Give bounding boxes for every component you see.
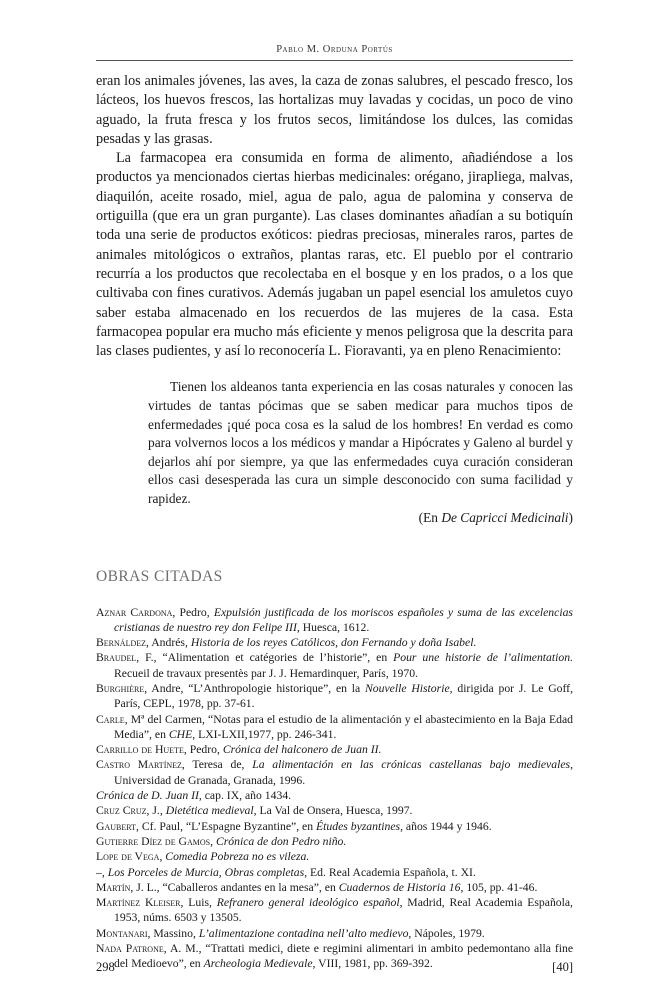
reference-author: Gaubert xyxy=(96,819,136,833)
reference-title: La alimentación en las crónicas castellanas bajo medievales xyxy=(252,758,571,772)
reference-author: Aznar Cardona xyxy=(96,605,173,619)
reference-details: , 105, pp. 41-46. xyxy=(460,880,538,894)
reference-title: Crónica de don Pedro niño. xyxy=(215,834,347,848)
reference-author: Martínez Kleiser xyxy=(96,896,181,910)
reference-entry xyxy=(96,849,573,864)
reference-author: Castro Martínez xyxy=(96,758,182,772)
reference-text: , Teresa de, xyxy=(181,758,253,772)
reference-entry xyxy=(96,834,573,849)
reference-text: , J., xyxy=(146,804,166,818)
reference-text: , Andre, “L’Anthropologie historique”, en la xyxy=(144,681,365,695)
references-list xyxy=(96,605,573,972)
reference-author: Martín xyxy=(96,880,131,894)
reference-author: Nada Patrone xyxy=(96,942,164,956)
quote-source-suffix: ) xyxy=(568,509,573,525)
reference-title: L’alimentazione contadina nell’alto medievo xyxy=(198,926,409,940)
reference-author: Bernáldez xyxy=(96,636,147,650)
paragraph-1: eran los animales jóvenes, las aves, la caza de zonas salubres, el pescado fresco, los lácteos, los huevos frescos, las hortalizas muy lavadas y cocidas, un poco de vino aguado, la fruta fresca y los frutos secos, limitándose los dulces, las comidas pesadas y las grasas. xyxy=(96,73,573,147)
running-head: Pablo M. Orduna Portús xyxy=(276,44,393,55)
reference-text: , J. L., “Caballeros andantes en la mesa”, en xyxy=(130,880,339,894)
quote-source xyxy=(148,509,573,528)
reference-text: , Luis, xyxy=(180,896,217,910)
reference-entry xyxy=(96,712,573,743)
block-quote xyxy=(148,378,573,527)
reference-title: Dietética medieval xyxy=(165,804,254,818)
references-title: OBRAS CITADAS xyxy=(96,568,223,586)
reference-text: , xyxy=(159,850,166,864)
reference-details: , Ed. Real Academia Española, t. XI. xyxy=(304,865,476,879)
reference-title: Études byzantines xyxy=(316,819,401,833)
reference-entry xyxy=(96,819,573,834)
header-rule xyxy=(96,60,573,61)
reference-entry xyxy=(96,681,573,712)
reference-details: , Universidad de Granada, Granada, 1996. xyxy=(114,758,573,787)
reference-entry xyxy=(96,605,573,636)
reference-entry xyxy=(96,865,573,880)
reference-author: Montanari xyxy=(96,926,148,940)
reference-entry xyxy=(96,926,573,941)
reference-text: –, xyxy=(96,865,108,879)
reference-author: Cruz Cruz xyxy=(96,804,147,818)
main-text xyxy=(96,72,573,972)
reference-text: , A. M., “Trattati medici, diete e regimini alimentari in ambito pedemontano alla fine del Medioevo”, en xyxy=(114,942,574,971)
reference-details: , La Val de Onsera, Huesca, 1997. xyxy=(253,804,413,818)
reference-text: , Massino, xyxy=(147,926,199,940)
reference-title: Los Porceles de Murcia, Obras completas xyxy=(107,865,305,879)
reference-entry xyxy=(96,788,573,803)
reference-title: Refranero general ideológico español xyxy=(216,896,400,910)
reference-entry xyxy=(96,635,573,650)
reference-title: CHE xyxy=(168,727,193,741)
reference-title: Crónica del halconero de Juan II. xyxy=(222,743,382,757)
reference-entry xyxy=(96,742,573,757)
reference-details: , VIII, 1981, pp. 369-392. xyxy=(312,957,433,971)
reference-text: , F., “Alimentation et catégories de l’historie”, en xyxy=(136,651,394,665)
reference-details: , cap. IX, año 1434. xyxy=(198,789,292,803)
page-sequence: [40] xyxy=(552,960,573,974)
reference-entry xyxy=(96,941,573,972)
reference-text: , Cf. Paul, “L’Espagne Byzantine”, en xyxy=(135,819,316,833)
reference-title: Archeologia Medievale xyxy=(203,957,313,971)
reference-details: , dirigida por J. Le Goff, París, CEPL, 1978, pp. 37-61. xyxy=(114,681,573,711)
quote-source-prefix: (En xyxy=(418,509,442,525)
reference-entry xyxy=(96,895,573,926)
reference-title: Expulsión justificada de los moriscos españoles y suma de las excelencias cristianas de nuestro rey don Felipe III xyxy=(114,605,573,634)
reference-entry xyxy=(96,880,573,895)
reference-author: Lope de Vega xyxy=(96,850,160,864)
reference-details: , Madrid, Real Academia Española, 1953, núms. 6503 y 13505. xyxy=(114,896,573,925)
reference-title: Historia de los reyes Católicos, don Fernando y doña Isabel. xyxy=(190,636,477,650)
reference-details: , Huesca, 1612. xyxy=(296,620,370,634)
reference-author: Carle xyxy=(96,712,125,726)
reference-author: Burghière xyxy=(96,681,145,695)
reference-author: Braudel xyxy=(96,651,137,665)
reference-details: , LXI-LXII,1977, pp. 246-341. xyxy=(192,727,337,741)
quote-text: Tienen los aldeanos tanta experiencia en las cosas naturales y conocen las virtudes de tantas pócimas que se saben medicar para muchos tipos de enfermedades ¡qué poca cosa es la salud de los hombres! En verdad es como para volvernos locos a los médicos y mandar a Hipócrates y Galeno al burdel y dejarlos ahí por siempre, ya que las enfermedades cuya curación consideran ellos casi desesperada las cura un simple desconocido con suma facilidad y rapidez. xyxy=(148,379,573,507)
reference-title: Pour une historie de l’alimentation. xyxy=(393,651,573,665)
reference-text: , Pedro, xyxy=(183,743,223,757)
reference-details: , Nápoles, 1979. xyxy=(408,926,485,940)
reference-author: Gutierre Díez de Gamos xyxy=(96,834,211,848)
reference-entry xyxy=(96,803,573,818)
reference-author: Carrillo de Huete xyxy=(96,743,184,757)
reference-text: , Mª del Carmen, “Notas para el estudio de la alimentación y el abastecimiento en la Baja Edad Media”, en xyxy=(114,712,573,741)
reference-text: , xyxy=(210,834,216,848)
reference-title: Comedia Pobreza no es vileza. xyxy=(165,850,310,864)
quote-source-title: De Capricci Medicinali xyxy=(441,509,569,525)
reference-details: Recueil de travaux presentès par J. J. Hemardinquer, París, 1970. xyxy=(114,666,418,680)
reference-text: , Pedro, xyxy=(172,605,214,619)
reference-title: Nouvelle Historie xyxy=(365,681,450,695)
page-number: 298 xyxy=(96,960,115,974)
reference-entry xyxy=(96,757,573,788)
reference-details: , años 1944 y 1946. xyxy=(400,819,492,833)
reference-text: , Andrés, xyxy=(146,636,191,650)
reference-title: Crónica de D. Juan II xyxy=(96,789,199,803)
reference-entry xyxy=(96,650,573,681)
reference-title: Cuadernos de Historia 16 xyxy=(338,880,461,894)
paragraph-2: La farmacopea era consumida en forma de alimento, añadiéndose a los productos ya mencionados ciertas hierbas medicinales: orégano, jirapliega, malvas, diaquilón, aceite rosado, miel, agua de palo, agua de palomina y conserva de ortiguilla (que era un gran purgante). Las clases dominantes añadían a su botiquín toda una serie de productos exóticos: piedras preciosas, minerales raros, partes de animales mitológicos o extraños, plantas raras, etc. El pueblo por el contrario recurría a los productos que recolectaba en el bosque y en los prados, o a los que cultivaba con fines curativos. Además jugaban un papel esencial los amuletos cuyo saber estaba almacenado en los recuerdos de las mujeres de la casa. Esta farmacopea popular era mucho más eficiente y menos peligrosa que la descrita para las clases pudientes, y así lo reconocería L. Fioravanti, ya en pleno Renacimiento: xyxy=(96,150,573,360)
